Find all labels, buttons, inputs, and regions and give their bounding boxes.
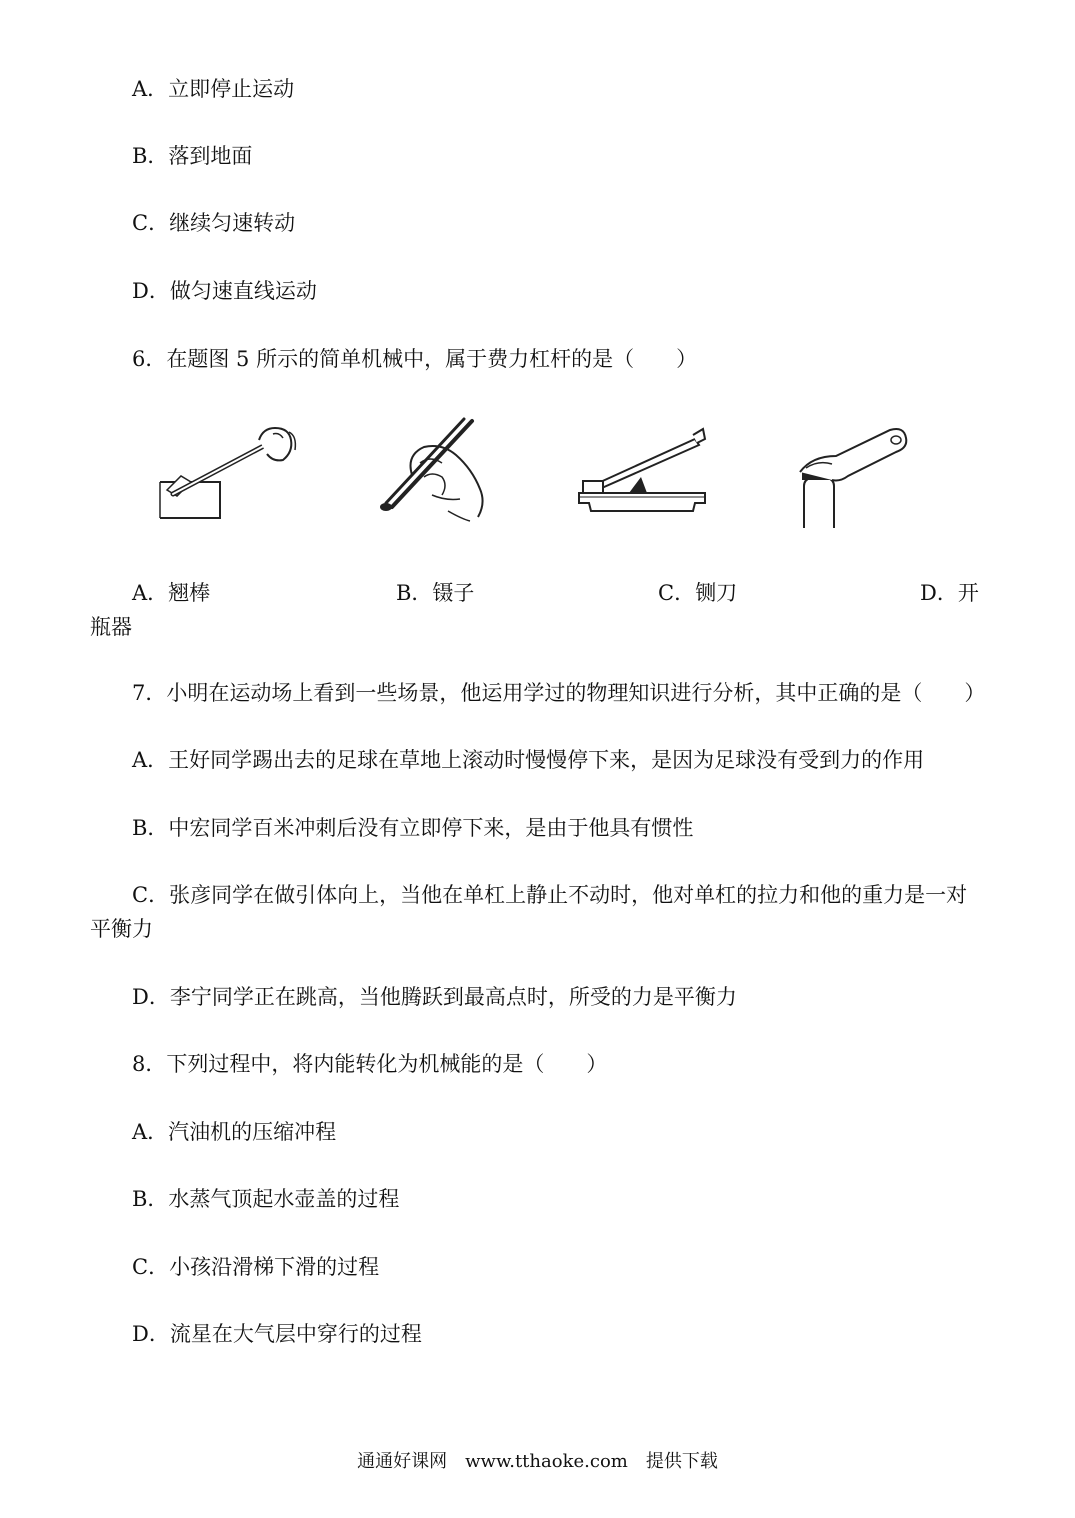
tweezers-icon: [372, 415, 502, 525]
q6-option-b: B．镊子: [396, 581, 475, 605]
guillotine-cutter-icon: [575, 425, 710, 515]
q8-option-c: C．小孩沿滑梯下滑的过程: [132, 1255, 380, 1279]
q6-option-c: C．铡刀: [658, 581, 738, 605]
q6-option-d-continued: 瓶器: [90, 615, 132, 639]
q5-option-d: D．做匀速直线运动: [132, 279, 317, 303]
q7-option-a: A．王好同学踢出去的足球在草地上滚动时慢慢停下来，是因为足球没有受到力的作用: [132, 748, 925, 772]
q8-option-b: B．水蒸气顶起水壶盖的过程: [132, 1187, 400, 1211]
q8-option-a: A．汽油机的压缩冲程: [132, 1120, 337, 1144]
q5-option-a: A．立即停止运动: [132, 77, 295, 101]
crowbar-icon: [155, 420, 305, 520]
q5-option-c: C．继续匀速转动: [132, 211, 296, 235]
q7-option-d: D．李宁同学正在跳高，当他腾跃到最高点时，所受的力是平衡力: [132, 985, 737, 1009]
q5-option-b: B．落到地面: [132, 144, 253, 168]
q7-option-c: [90, 878, 980, 946]
q8-option-d: D．流星在大气层中穿行的过程: [132, 1322, 422, 1346]
q6-option-a: A．翘棒: [132, 581, 211, 605]
bottle-opener-icon: [792, 420, 912, 530]
q6-stem: 6．在题图 5 所示的简单机械中，属于费力杠杆的是（ ）: [132, 347, 698, 371]
q6-option-d: D．开: [920, 581, 979, 605]
q7-option-b: B．中宏同学百米冲刺后没有立即停下来，是由于他具有惯性: [132, 816, 694, 840]
page-footer: 通通好课网 www.tthaoke.com 提供下载: [357, 1451, 718, 1472]
q7-stem: 7．小明在运动场上看到一些场景，他运用学过的物理知识进行分析，其中正确的是（ ）: [132, 681, 986, 705]
q8-stem: 8．下列过程中，将内能转化为机械能的是（ ）: [132, 1052, 608, 1076]
q7-option-c-text: C．张彦同学在做引体向上，当他在单杠上静止不动时，他对单杠的拉力和他的重力是一对平衡力: [90, 883, 968, 941]
